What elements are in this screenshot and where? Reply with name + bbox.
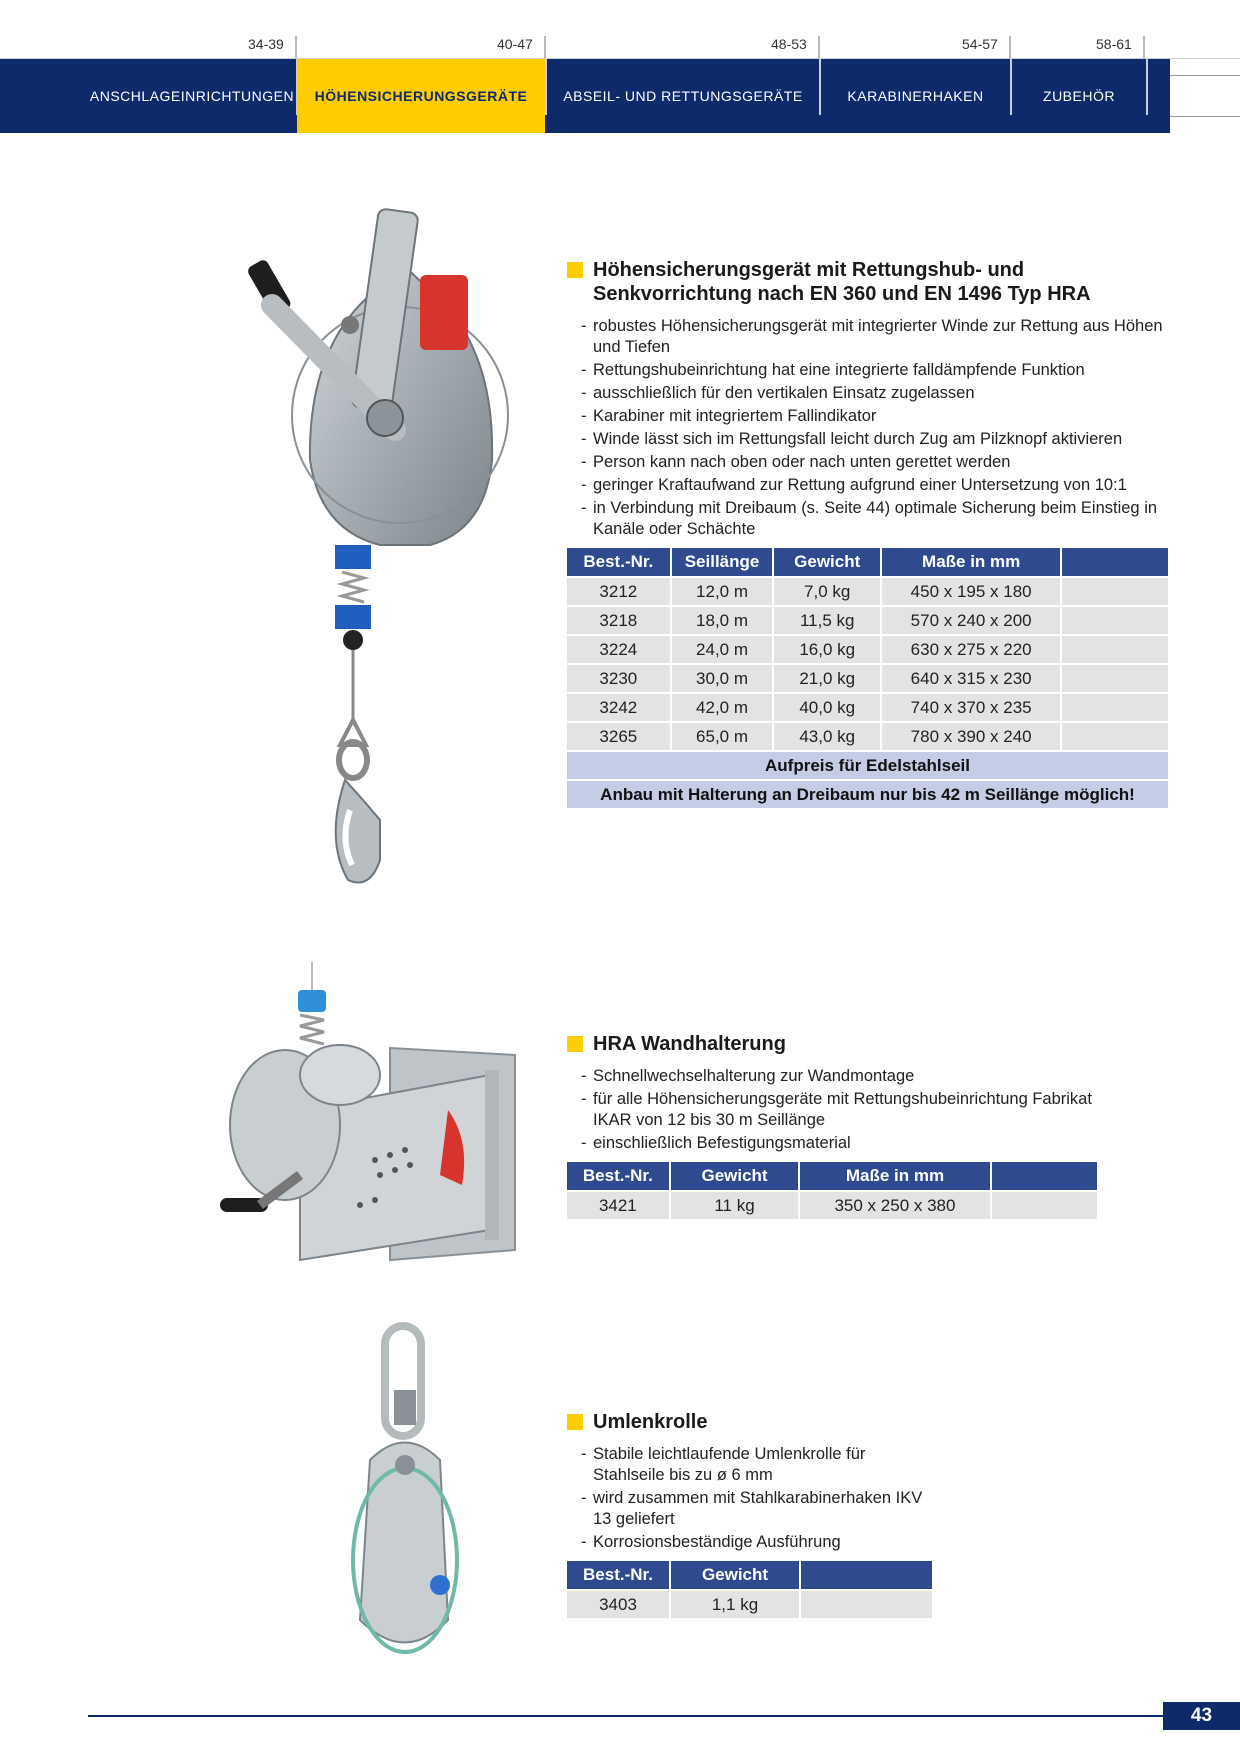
cell: 3242 <box>567 693 671 722</box>
table-row <box>567 606 1169 635</box>
cell: 16,0 kg <box>773 635 881 664</box>
list-item: - wird zusammen mit Stahlkarabinerhaken IKV 13 geliefert <box>581 1489 923 1528</box>
footer-line <box>88 1715 1163 1717</box>
tab-zubehoer[interactable]: ZUBEHÖR <box>1043 88 1115 104</box>
cell: 21,0 kg <box>773 664 881 693</box>
cell: 24,0 m <box>671 635 774 664</box>
cell: 640 x 315 x 230 <box>881 664 1061 693</box>
column-header <box>1061 548 1169 577</box>
table-header-row <box>567 1162 1098 1191</box>
cell <box>1061 606 1169 635</box>
feature-list <box>567 1066 1097 1154</box>
cell: 630 x 275 x 220 <box>881 635 1061 664</box>
range-separator <box>544 36 546 58</box>
cell: 30,0 m <box>671 664 774 693</box>
list-item: - einschließlich Befestigungsmaterial <box>581 1134 851 1152</box>
cell: 450 x 195 x 180 <box>881 577 1061 606</box>
column-header: Gewicht <box>670 1561 800 1590</box>
list-item: - Winde lässt sich im Rettungsfall leicht durch Zug am Pilzknopf aktivieren <box>581 430 1123 448</box>
feature-list <box>567 316 1170 540</box>
cell: 12,0 m <box>671 577 774 606</box>
tab-hoehensicherungsgeraete[interactable]: HÖHENSICHERUNGSGERÄTE <box>297 59 545 133</box>
table-row <box>567 722 1169 751</box>
list-item: - geringer Kraftaufwand zur Rettung aufgrund einer Untersetzung von 10:1 <box>581 476 1127 494</box>
cell <box>1061 722 1169 751</box>
cell: 3218 <box>567 606 671 635</box>
yellow-square-icon <box>567 1414 583 1430</box>
table-note-row <box>567 751 1169 780</box>
cell: 7,0 kg <box>773 577 881 606</box>
table-header-row <box>567 548 1169 577</box>
yellow-square-icon <box>567 262 583 278</box>
cell: 65,0 m <box>671 722 774 751</box>
note-cell: Aufpreis für Edelstahlseil <box>567 751 1169 780</box>
cell <box>1061 635 1169 664</box>
table-row <box>567 1191 1098 1219</box>
cell: 18,0 m <box>671 606 774 635</box>
yellow-square-icon <box>567 1036 583 1052</box>
cell: 11 kg <box>670 1191 800 1219</box>
product-title <box>567 258 1170 306</box>
nav-separator <box>1146 59 1148 115</box>
range-separator <box>1009 36 1011 58</box>
cell: 3212 <box>567 577 671 606</box>
table-row <box>567 1590 933 1618</box>
note-cell: Anbau mit Halterung an Dreibaum nur bis 42 m Seillänge möglich! <box>567 780 1169 808</box>
cell: 3265 <box>567 722 671 751</box>
table-row <box>567 635 1169 664</box>
page-number: 43 <box>1163 1702 1240 1730</box>
tab-anschlageinrichtungen[interactable]: ANSCHLAGEINRICHTUNGEN <box>89 88 295 104</box>
feature-list <box>567 1444 937 1553</box>
column-header: Maße in mm <box>881 548 1061 577</box>
cell <box>800 1590 933 1618</box>
cell <box>991 1191 1098 1219</box>
list-item: - ausschließlich für den vertikalen Einsatz zugelassen <box>581 384 975 402</box>
list-item: - Korrosionsbeständige Ausführung <box>581 1533 841 1551</box>
table-row <box>567 577 1169 606</box>
cell: 43,0 kg <box>773 722 881 751</box>
title-line: Senkvorrichtung nach EN 360 und EN 1496 Typ HRA <box>593 283 1091 305</box>
column-header: Best.-Nr. <box>567 1561 670 1590</box>
table-row <box>567 664 1169 693</box>
spec-table <box>567 1561 934 1618</box>
cell: 350 x 250 x 380 <box>799 1191 990 1219</box>
cell <box>1061 577 1169 606</box>
page-range-4: 54-57 <box>962 36 998 52</box>
pulley-image <box>330 1320 480 1670</box>
list-item: - Schnellwechselhalterung zur Wandmontage <box>581 1067 915 1085</box>
list-item: - Person kann nach oben oder nach unten gerettet werden <box>581 453 1011 471</box>
column-header: Seillänge <box>671 548 774 577</box>
list-item: - robustes Höhensicherungsgerät mit integrierter Winde zur Rettung aus Höhen und Tiefen <box>581 317 1163 356</box>
product-wandhalterung <box>567 1032 1097 1219</box>
list-item: - für alle Höhensicherungsgeräte mit Rettungshubeinrichtung Fabrikat IKAR von 12 bis 30 m Seillänge <box>581 1090 1092 1129</box>
tab-karabinerhaken[interactable]: KARABINERHAKEN <box>847 88 984 104</box>
page-range-3: 48-53 <box>771 36 807 52</box>
product-title <box>567 1032 1097 1056</box>
product-umlenkrolle <box>567 1410 937 1618</box>
page-range-5: 58-61 <box>1096 36 1132 52</box>
cell <box>1061 664 1169 693</box>
cell <box>1061 693 1169 722</box>
cell: 3421 <box>567 1191 670 1219</box>
column-header: Maße in mm <box>799 1162 990 1191</box>
cell: 570 x 240 x 200 <box>881 606 1061 635</box>
column-header <box>991 1162 1098 1191</box>
cell: 780 x 390 x 240 <box>881 722 1061 751</box>
column-header: Best.-Nr. <box>567 548 671 577</box>
list-item: - Karabiner mit integriertem Fallindikator <box>581 407 877 425</box>
cell: 3403 <box>567 1590 670 1618</box>
column-header: Gewicht <box>670 1162 800 1191</box>
title-line: HRA Wandhalterung <box>593 1033 786 1055</box>
product-hra <box>567 258 1170 808</box>
product-title <box>567 1410 937 1434</box>
wall-bracket-image <box>200 960 520 1270</box>
column-header: Gewicht <box>773 548 881 577</box>
page-range-1: 34-39 <box>248 36 284 52</box>
table-note-row <box>567 780 1169 808</box>
range-separator <box>818 36 820 58</box>
column-header: Best.-Nr. <box>567 1162 670 1191</box>
page-range-2: 40-47 <box>497 36 533 52</box>
cell: 42,0 m <box>671 693 774 722</box>
cell: 11,5 kg <box>773 606 881 635</box>
cell: 3224 <box>567 635 671 664</box>
range-separator <box>295 36 297 58</box>
range-separator <box>1143 36 1145 58</box>
spec-table <box>567 548 1170 808</box>
table-header-row <box>567 1561 933 1590</box>
hra-device-image <box>230 200 530 890</box>
list-item: - Stabile leichtlaufende Umlenkrolle für Stahlseile bis zu ø 6 mm <box>581 1445 866 1484</box>
cell: 740 x 370 x 235 <box>881 693 1061 722</box>
title-line: Umlenkrolle <box>593 1411 708 1433</box>
column-header <box>800 1561 933 1590</box>
cell: 40,0 kg <box>773 693 881 722</box>
table-row <box>567 693 1169 722</box>
list-item: - Rettungshubeinrichtung hat eine integrierte falldämpfende Funktion <box>581 361 1085 379</box>
title-line: Höhensicherungsgerät mit Rettungshub- und <box>593 259 1025 281</box>
spec-table <box>567 1162 1099 1219</box>
cell: 3230 <box>567 664 671 693</box>
tab-abseil-rettungsgeraete[interactable]: ABSEIL- UND RETTUNGSGERÄTE <box>563 88 803 104</box>
list-item: - in Verbindung mit Dreibaum (s. Seite 44) optimale Sicherung beim Einstieg in Kanäle oder Schächte <box>581 499 1158 538</box>
decor-line <box>1170 75 1240 76</box>
decor-line <box>1170 116 1240 117</box>
cell: 1,1 kg <box>670 1590 800 1618</box>
